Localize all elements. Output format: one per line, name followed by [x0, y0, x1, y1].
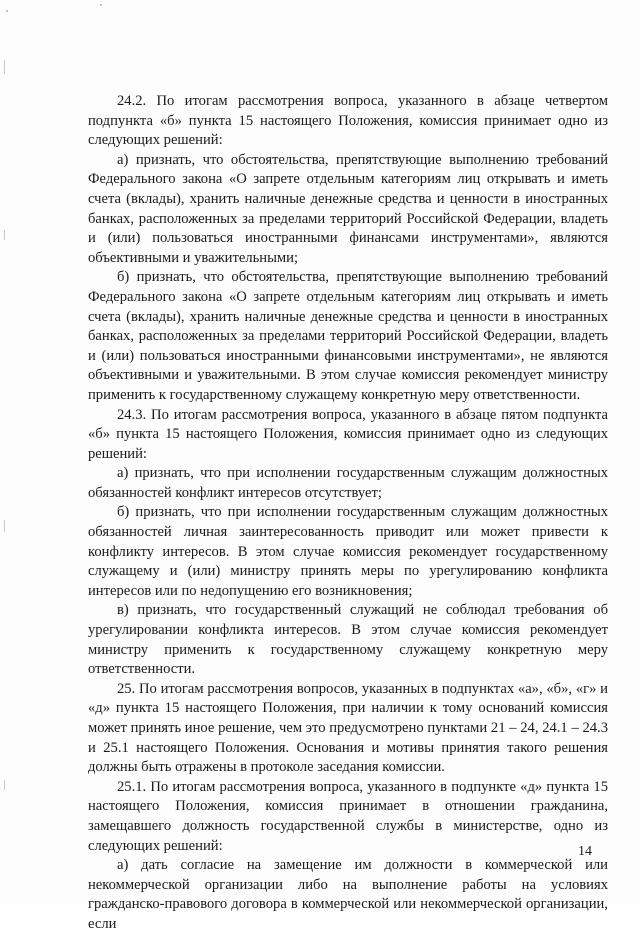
page-number: 14: [578, 844, 592, 859]
scan-dot: [6, 10, 8, 12]
scan-edge-mark: [4, 520, 5, 532]
paragraph-24-2: 24.2. По итогам рассмотрения вопроса, указанного в абзаце четвертом подпункта «б» пункта 15 настоящего Положения, комиссия принимает одно из следующих решений:: [88, 93, 608, 149]
scan-edge-mark: [4, 60, 5, 74]
paragraph-24-3-v: в) признать, что государственный служащий не соблюдал требования об урегулировании конфликта интересов. В этом случае комиссия рекомендует министру применить к государственному служащему конкретную меру ответственности.: [88, 602, 608, 678]
document-body: [88, 92, 608, 935]
paragraph-25-1-a: а) дать согласие на замещение им должности в коммерческой или некоммерческой организации либо на выполнение работы на условиях гражданско-правового договора в коммерческой или некоммерческой организации, если: [88, 857, 608, 932]
scan-edge-mark: [4, 230, 5, 240]
scan-edge-mark: [4, 780, 5, 790]
paragraph-24-2-b: б) признать, что обстоятельства, препятствующие выполнению требований Федерального закона «О запрете отдельным категориям лиц открывать и иметь счета (вклады), хранить наличные денежные средства и ценности в иностранных банках, расположенных за пределами территорий Российской Федерации, владеть и (или) пользоваться иностранными финансовыми инструментами», не являются объективными и уважительными. В этом случае комиссия рекомендует министру применить к государственному служащему конкретную меру ответственности.: [88, 269, 608, 403]
paragraph-24-3: 24.3. По итогам рассмотрения вопроса, указанного в абзаце пятом подпункта «б» пункта 15 настоящего Положения, комиссия принимает одно из следующих решений:: [88, 406, 608, 462]
paragraph-24-3-b: б) признать, что при исполнении государственным служащим должностных обязанностей личная заинтересованность приводит или может привести к конфликту интересов. В этом случае комиссия рекомендует государственному служащему и (или) министру принять меры по урегулированию конфликта интересов или по недопущению его возникновения;: [88, 504, 608, 599]
paragraph-24-2-a: а) признать, что обстоятельства, препятствующие выполнению требований Федерального закона «О запрете отдельным категориям лиц открывать и иметь счета (вклады), хранить наличные денежные средства и ценности в иностранных банках, расположенных за пределами территорий Российской Федерации, владеть и (или) пользоваться иностранными финансами инструментами», являются объективными и уважительными;: [88, 151, 608, 266]
scan-dot: [100, 4, 102, 6]
paragraph-25: 25. По итогам рассмотрения вопросов, указанных в подпунктах «а», «б», «г» и «д» пункта 15 настоящего Положения, при наличии к тому оснований комиссия может принять иное решение, чем это предусмотрено пунктами 21 – 24, 24.1 – 24.3 и 25.1 настоящего Положения. Основания и мотивы принятия такого решения должны быть отражены в протоколе заседания комиссии.: [88, 680, 608, 776]
paragraph-25-1: 25.1. По итогам рассмотрения вопроса, указанного в подпункте «д» пункта 15 настоящего Положения, комиссия принимает в отношении гражданина, замещавшего должность государственной службы в министерстве, одно из следующих решений:: [88, 778, 608, 854]
paragraph-24-3-a: а) признать, что при исполнении государственным служащим должностных обязанностей конфликт интересов отсутствует;: [88, 465, 608, 501]
